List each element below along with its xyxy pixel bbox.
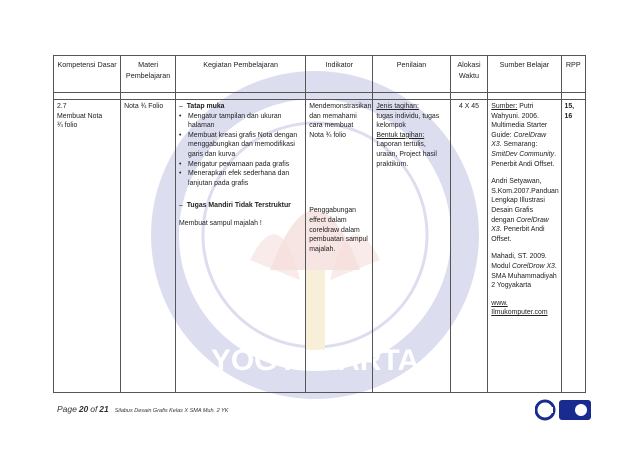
kd-number: 2.7 <box>57 103 67 110</box>
sumber-2: Andri Setyawan, S.Kom.2007.Panduan Lengkap Illustrasi Desain Grafis dengan CorelDraw X3. Penerbit Andi Offset. <box>491 178 559 243</box>
page-number: 20 <box>78 404 89 414</box>
penilaian-bentuk-text: Laporan tertulis, uraian, Project hasil praktikum. <box>376 141 437 168</box>
header-sumber: Sumber Belajar <box>488 56 561 93</box>
cell-penilaian <box>373 100 450 393</box>
header-materi: Materi Pembelajaran <box>121 56 176 93</box>
certification-logos <box>535 396 595 424</box>
cell-indikator <box>306 100 373 393</box>
header-kompetensi: Kompetensi Dasar <box>54 56 121 93</box>
cell-kegiatan <box>176 100 306 393</box>
indikator-1: Mendemonstrasikan dan memahami cara membuat Nota ¾ folio <box>309 103 372 139</box>
page-footer <box>57 404 228 414</box>
indikator-2: Penggabungan effect dalam coreldraw dalam pembuatan sampul majalah. <box>309 207 368 253</box>
header-kegiatan: Kegiatan Pembelajaran <box>176 56 306 93</box>
list-item: • Membuat kreasi grafis Nota dengan menggabungkan dan memodifikasi garis dan kurva <box>179 131 302 160</box>
sumber-1: Sumber: Putri Wahyuni. 2006. Multimedia Starter Guide: CorelDraw X3. Semarang: SmitDev Community. Penerbit Andi Offset. <box>491 103 556 168</box>
header-row <box>54 56 586 93</box>
cell-alokasi: 4 X 45 <box>450 100 488 393</box>
kegiatan-heading-tatap-muka: – Tatap muka <box>179 103 225 110</box>
kegiatan-list <box>179 112 302 189</box>
cell-materi: Nota ¾ Folio <box>121 100 176 393</box>
table-row <box>54 100 586 393</box>
list-item: • Menerapkan efek sederhana dan lanjutan pada grafis <box>179 169 302 188</box>
page-total: 21 <box>99 404 109 414</box>
header-alokasi: Alokasi Waktu <box>450 56 488 93</box>
kegiatan-task: Membuat sampul majalah ! <box>179 219 262 227</box>
kegiatan-heading-tugas: – Tugas Mandiri Tidak Terstruktur <box>179 202 291 210</box>
cell-kompetensi <box>54 100 121 393</box>
list-item: • Mengatur tampilan dan ukuran halaman <box>179 112 302 131</box>
spacer-row <box>54 93 586 100</box>
of-label: of <box>90 404 98 414</box>
cell-sumber <box>488 100 561 393</box>
penilaian-jenis-text: tugas individu, tugas kelompok <box>376 112 440 130</box>
header-penilaian: Penilaian <box>373 56 450 93</box>
kd-text: Membuat Nota ¾ folio <box>57 112 103 130</box>
penilaian-jenis-label: Jenis tagihan: <box>376 103 419 110</box>
header-indikator: Indikator <box>306 56 373 93</box>
header-rpp: RPP <box>561 56 585 93</box>
cell-rpp: 15, 16 <box>561 100 585 393</box>
page-label: Page <box>57 404 77 414</box>
doc-title: Silabus Desain Grafis Kelas X SMA Muh. 2 YK <box>114 408 229 414</box>
syllabus-table <box>53 55 586 393</box>
sumber-4-link[interactable]: www. Ilmukomputer.com <box>491 299 548 317</box>
penilaian-bentuk-label: Bentuk tagihan: <box>376 131 425 139</box>
list-item: • Mengatur pewarnaan pada grafis <box>179 160 302 170</box>
watermark-text: YOGYAKARTA <box>210 344 420 377</box>
sumber-3: Mahadi, ST. 2009. Modul CorelDrow X3. SMA Muhammadiyah 2 Yogyakarta <box>491 253 557 290</box>
